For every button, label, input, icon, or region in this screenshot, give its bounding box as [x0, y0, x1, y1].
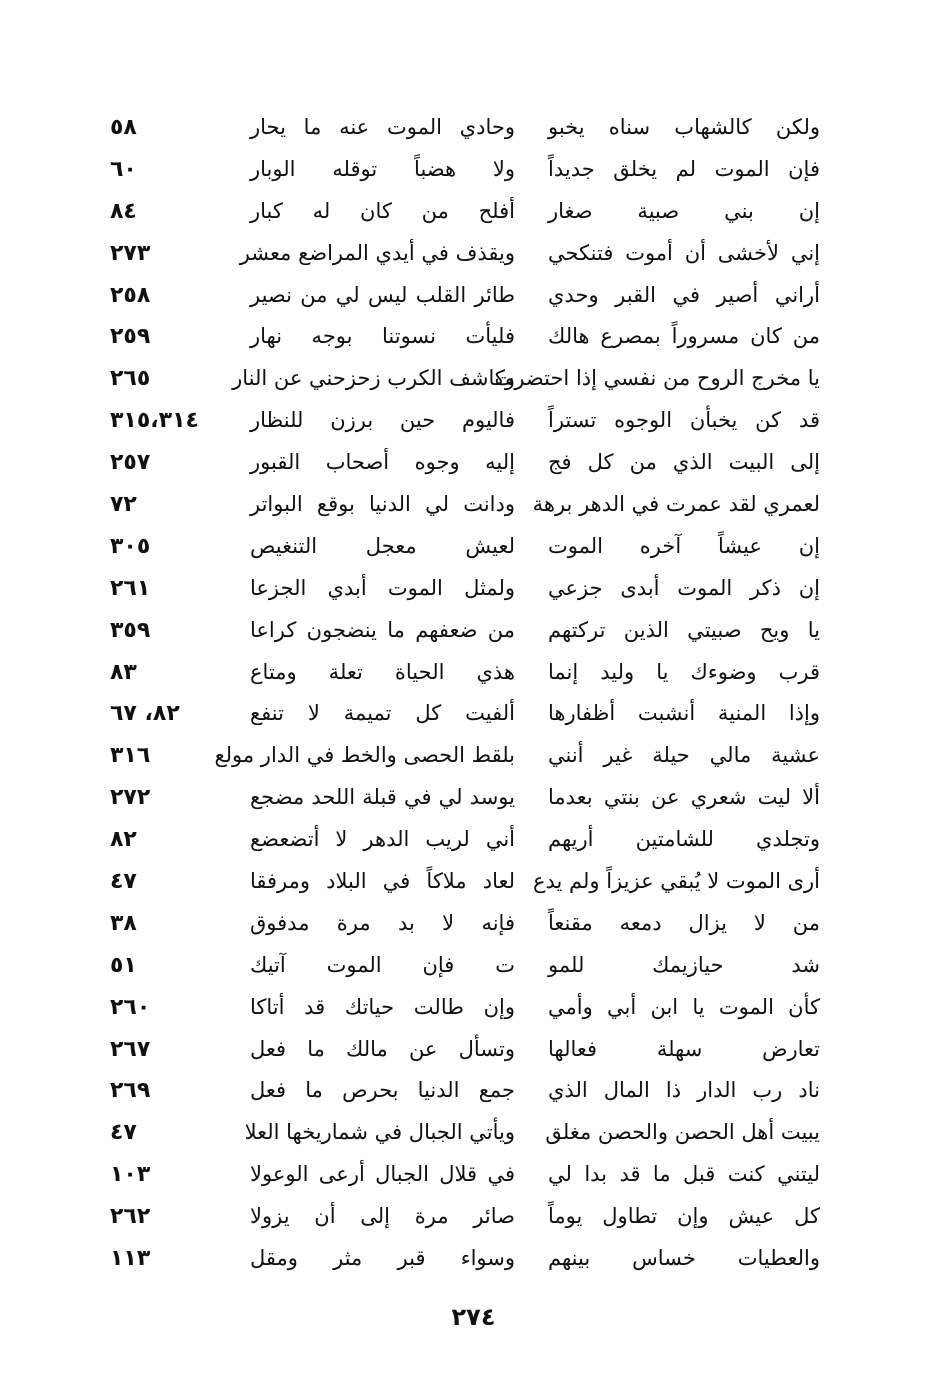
page-reference: ٥٨ [110, 115, 137, 140]
first-hemistich: قرب وضوءك يا وليد إنما [548, 659, 820, 684]
verse-row [110, 652, 820, 694]
second-hemistich: طائر القلب ليس لي من نصير [250, 282, 515, 307]
second-hemistich: يوسد لي في قبلة اللحد مضجع [250, 785, 515, 810]
first-hemistich: كل عيش وإن تطاول يوماً [548, 1204, 820, 1229]
second-hemistich: فاليوم حين برزن للنظار [250, 408, 515, 433]
second-hemistich: ألفيت كل تميمة لا تنفع [250, 701, 515, 726]
page-reference: ٣٠٥ [110, 533, 151, 559]
verse-row [110, 735, 820, 777]
page-reference: ٨٣ [110, 659, 137, 685]
first-hemistich: يبيت أهل الحصن والحصن مغلق [545, 1120, 820, 1145]
second-hemistich: ولمثل الموت أبدي الجزعا [250, 575, 515, 600]
page-reference: ٨٢ [110, 827, 137, 853]
page-reference: ٨٢، ٦٧ [110, 701, 180, 727]
verse-row [110, 861, 820, 903]
page-reference: ٢٦١ [110, 575, 151, 601]
page-reference: ٨٤ [110, 198, 137, 224]
second-hemistich: ت فإن الموت آتيك [250, 952, 515, 977]
first-hemistich: إن عيشاً آخره الموت [548, 533, 820, 558]
verse-row [110, 1238, 820, 1280]
verse-row [110, 1029, 820, 1071]
second-hemistich: ودانت لي الدنيا بوقع البواتر [250, 492, 515, 517]
second-hemistich: وإن طالت حياتك قد أتاكا [250, 994, 515, 1019]
second-hemistich: وتسأل عن مالك ما فعل [250, 1036, 515, 1061]
first-hemistich: تعارض سهلة فعالها [548, 1036, 820, 1061]
page-reference: ٢٧٣ [110, 240, 151, 266]
verse-index-table [110, 107, 820, 1280]
second-hemistich: فإنه لا بد مرة مدفوق [250, 910, 515, 935]
first-hemistich: ناد رب الدار ذا المال الذي [548, 1078, 820, 1103]
verse-row [110, 819, 820, 861]
page-reference: ٢٥٨ [110, 282, 151, 308]
first-hemistich: شد حيازيمك للمو [548, 952, 820, 977]
verse-row [110, 903, 820, 945]
verse-row [110, 191, 820, 233]
second-hemistich: وسواء قبر مثر ومقل [250, 1246, 515, 1271]
first-hemistich: يا مخرج الروح من نفسي إذا احتضرت [494, 366, 820, 391]
page-reference: ٧٢ [110, 492, 137, 518]
second-hemistich: أني لريب الدهر لا أتضعضع [250, 827, 515, 852]
verse-row [110, 568, 820, 610]
second-hemistich: وحادي الموت عنه ما يحار [250, 115, 515, 139]
first-hemistich: والعطيات خساس بينهم [548, 1246, 820, 1271]
page-reference: ٢٦٢ [110, 1204, 151, 1230]
first-hemistich: وتجلدي للشامتين أريهم [548, 827, 820, 852]
first-hemistich: إن بني صبية صغار [548, 198, 820, 223]
page-number: ٢٧٤ [451, 1303, 496, 1331]
first-hemistich: إن ذكر الموت أبدى جزعي [548, 575, 820, 600]
second-hemistich: في قلال الجبال أرعى الوعولا [250, 1162, 515, 1187]
verse-row [110, 107, 820, 149]
second-hemistich: وكاشف الكرب زحزحني عن النار [232, 366, 515, 391]
verse-row [110, 233, 820, 275]
second-hemistich: من ضعفهم ما ينضجون كراعا [250, 617, 515, 642]
verse-row [110, 693, 820, 735]
page-reference: ٢٧٢ [110, 785, 151, 811]
verse-row [110, 1112, 820, 1154]
first-hemistich: ليتني كنت قبل ما قد بدا لي [548, 1162, 820, 1187]
verse-row [110, 484, 820, 526]
second-hemistich: ولا هضباً توقله الوبار [250, 156, 515, 181]
first-hemistich: أراني أصير في القبر وحدي [548, 282, 820, 307]
first-hemistich: كأن الموت يا ابن أبي وأمي [548, 994, 820, 1019]
page-reference: ٢٦٥ [110, 366, 151, 392]
page-reference: ٣٥٩ [110, 617, 151, 643]
verse-row [110, 610, 820, 652]
second-hemistich: فليأت نسوتنا بوجه نهار [250, 324, 515, 349]
page-reference: ٤٧ [110, 1120, 137, 1146]
second-hemistich: أفلح من كان له كبار [250, 198, 515, 223]
verse-row [110, 316, 820, 358]
verse-row [110, 777, 820, 819]
first-hemistich: من لا يزال دمعه مقنعاً [548, 910, 820, 935]
verse-row [110, 1154, 820, 1196]
verse-row [110, 1196, 820, 1238]
first-hemistich: من كان مسروراً بمصرع هالك [548, 324, 820, 349]
second-hemistich: هذي الحياة تعلة ومتاع [250, 659, 515, 684]
first-hemistich: ألا ليت شعري عن بنتي بعدما [548, 785, 820, 810]
first-hemistich: وإذا المنية أنشبت أظفارها [548, 701, 820, 726]
page-reference: ٢٥٧ [110, 450, 151, 476]
first-hemistich: لعمري لقد عمرت في الدهر برهة [532, 492, 820, 517]
page-reference: ٢٥٩ [110, 324, 151, 350]
first-hemistich: ولكن كالشهاب سناه يخبو [548, 115, 820, 139]
second-hemistich: إليه وجوه أصحاب القبور [250, 450, 515, 475]
page-reference: ٢٦٩ [110, 1078, 151, 1104]
second-hemistich: لعاد ملاكاً في البلاد ومرفقا [250, 869, 515, 894]
verse-row [110, 275, 820, 317]
second-hemistich: ويقذف في أيدي المراضع معشر [239, 240, 515, 265]
verse-row [110, 400, 820, 442]
second-hemistich: صائر مرة إلى أن يزولا [250, 1204, 515, 1229]
page-reference: ٣١٥،٣١٤ [110, 408, 199, 434]
page-reference: ٥١ [110, 952, 137, 978]
page-reference: ٦٠ [110, 156, 137, 182]
page-reference: ١١٣ [110, 1246, 151, 1272]
second-hemistich: ويأتي الجبال في شماريخها العلا [244, 1120, 515, 1145]
verse-row [110, 442, 820, 484]
page-reference: ١٠٣ [110, 1162, 151, 1188]
verse-row [110, 1070, 820, 1112]
first-hemistich: يا ويح صبيتي الذين تركتهم [548, 617, 820, 642]
verse-row [110, 945, 820, 987]
second-hemistich: بلقط الحصى والخط في الدار مولع [214, 743, 515, 768]
page-reference: ٣٨ [110, 910, 137, 936]
verse-row [110, 526, 820, 568]
verse-row [110, 149, 820, 191]
page-reference: ٢٦٧ [110, 1036, 151, 1062]
verse-row [110, 987, 820, 1029]
second-hemistich: جمع الدنيا بحرص ما فعل [250, 1078, 515, 1103]
first-hemistich: قد كن يخبأن الوجوه تستراً [548, 408, 820, 433]
first-hemistich: إني لأخشى أن أموت فتنكحي [548, 240, 820, 265]
verse-row [110, 358, 820, 400]
first-hemistich: عشية مالي حيلة غير أنني [548, 743, 820, 768]
first-hemistich: أرى الموت لا يُبقي عزيزاً ولم يدع [532, 869, 820, 894]
first-hemistich: فإن الموت لم يخلق جديداً [548, 156, 820, 181]
second-hemistich: لعيش معجل التنغيص [250, 533, 515, 558]
first-hemistich: إلى البيت الذي من كل فج [548, 450, 820, 475]
page-reference: ٢٦٠ [110, 994, 151, 1020]
page-reference: ٤٧ [110, 869, 137, 895]
page-reference: ٣١٦ [110, 743, 151, 769]
